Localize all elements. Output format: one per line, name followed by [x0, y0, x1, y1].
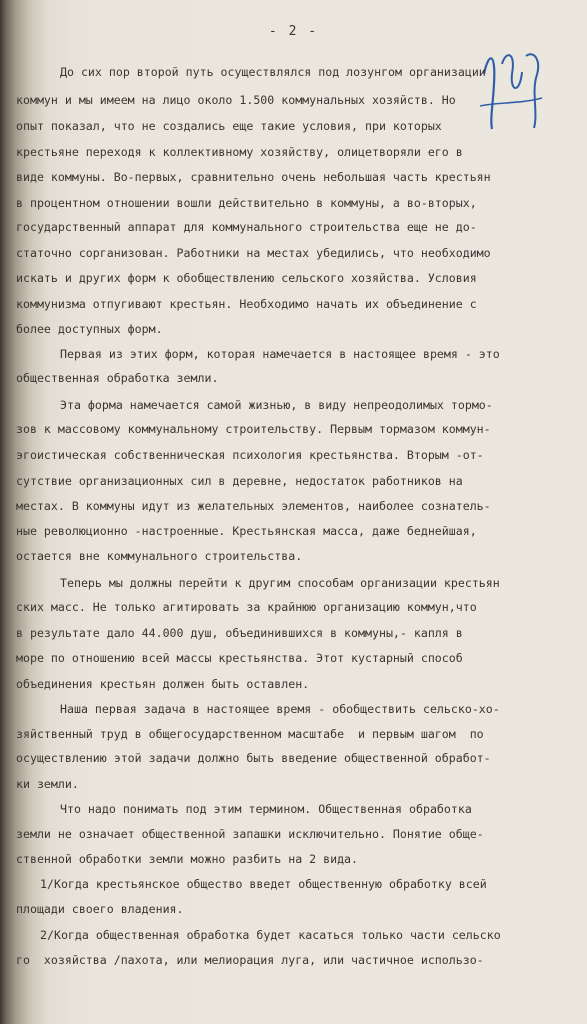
text-line: Эта форма намечается самой жизнью, в виду непреодолимых тормо-: [60, 398, 493, 412]
text-line: в процентном отношении вошли действительно в коммуны, а во-вторых,: [16, 196, 477, 210]
text-line: До сих пор второй путь осуществлялся под лозунгом организации: [60, 65, 486, 79]
text-line: го хозяйства /пахота, или мелиорация луга, или частичное использо-: [16, 953, 484, 967]
text-line: коммунизма отпугивают крестьян. Необходимо начать их объединение с: [16, 297, 477, 311]
text-line: эгоистическая собственническая психология крестьянства. Вторым -от-: [16, 448, 484, 462]
text-line: 1/Когда крестьянское общество введет общественную обработку всей: [40, 877, 487, 891]
text-line: море по отношению всей массы крестьянства. Этот кустарный способ: [16, 651, 463, 665]
handwritten-signature: [476, 44, 546, 134]
text-line: местах. В коммуны идут из желательных элементов, наиболее сознатель-: [16, 499, 491, 513]
text-line: Теперь мы должны перейти к другим способам организации крестьян: [60, 576, 500, 590]
text-line: земли не означает общественной запашки исключительно. Понятие обще-: [16, 827, 484, 841]
text-line: осуществлению этой задачи должно быть введение общественной обработ-: [16, 751, 491, 765]
text-line: объединения крестьян должен быть оставлен.: [16, 677, 310, 691]
text-line: виде коммуны. Во-первых, сравнительно очень небольшая часть крестьян: [16, 170, 491, 184]
text-line: опыт показал, что не создались еще такие условия, при которых: [16, 119, 442, 133]
text-line: зяйственный труд в общегосударственном масштабе и первым шагом по: [16, 727, 484, 741]
text-line: коммун и мы имеем на лицо около 1.500 коммунальных хозяйств. Но: [16, 93, 456, 107]
text-line: ки земли.: [16, 777, 79, 791]
page-number: - 2 -: [268, 24, 319, 39]
text-line: 2/Когда общественная обработка будет касаться только части сельско: [40, 928, 501, 942]
text-line: зов к массовому коммунальному строительству. Первым тормазом коммун-: [16, 422, 491, 436]
text-line: в результате дало 44.000 душ, объединившихся в коммуны,- капля в: [16, 626, 463, 640]
text-line: Наша первая задача в настоящее время - обобществить сельско-хо-: [60, 702, 500, 716]
text-line: остается вне коммунального строительства.: [16, 549, 303, 563]
text-line: Что надо понимать под этим термином. Общественная обработка: [60, 802, 472, 816]
text-line: искать и других форм к обобществлению сельского хозяйства. Условия: [16, 271, 477, 285]
text-line: государственный аппарат для коммунального строительства еще не до-: [16, 220, 477, 234]
text-line: общественная обработка земли.: [16, 371, 219, 385]
text-line: сутствие организационных сил в деревне, недостаток работников на: [16, 474, 463, 488]
text-line: ные революционно -настроенные. Крестьянская масса, даже беднейшая,: [16, 524, 477, 538]
text-line: статочно сорганизован. Работники на местах убедились, что необходимо: [16, 246, 491, 260]
text-line: ских масс. Не только агитировать за крайнюю организацию коммун,что: [16, 600, 477, 614]
text-line: площади своего владения.: [16, 902, 184, 916]
text-line: ственной обработки земли можно разбить на 2 вида.: [16, 852, 359, 866]
text-line: Первая из этих форм, которая намечается в настоящее время - это: [60, 347, 500, 361]
text-line: более доступных форм.: [16, 322, 163, 336]
text-line: крестьяне переходя к коллективному хозяйству, олицетворяли его в: [16, 145, 463, 159]
